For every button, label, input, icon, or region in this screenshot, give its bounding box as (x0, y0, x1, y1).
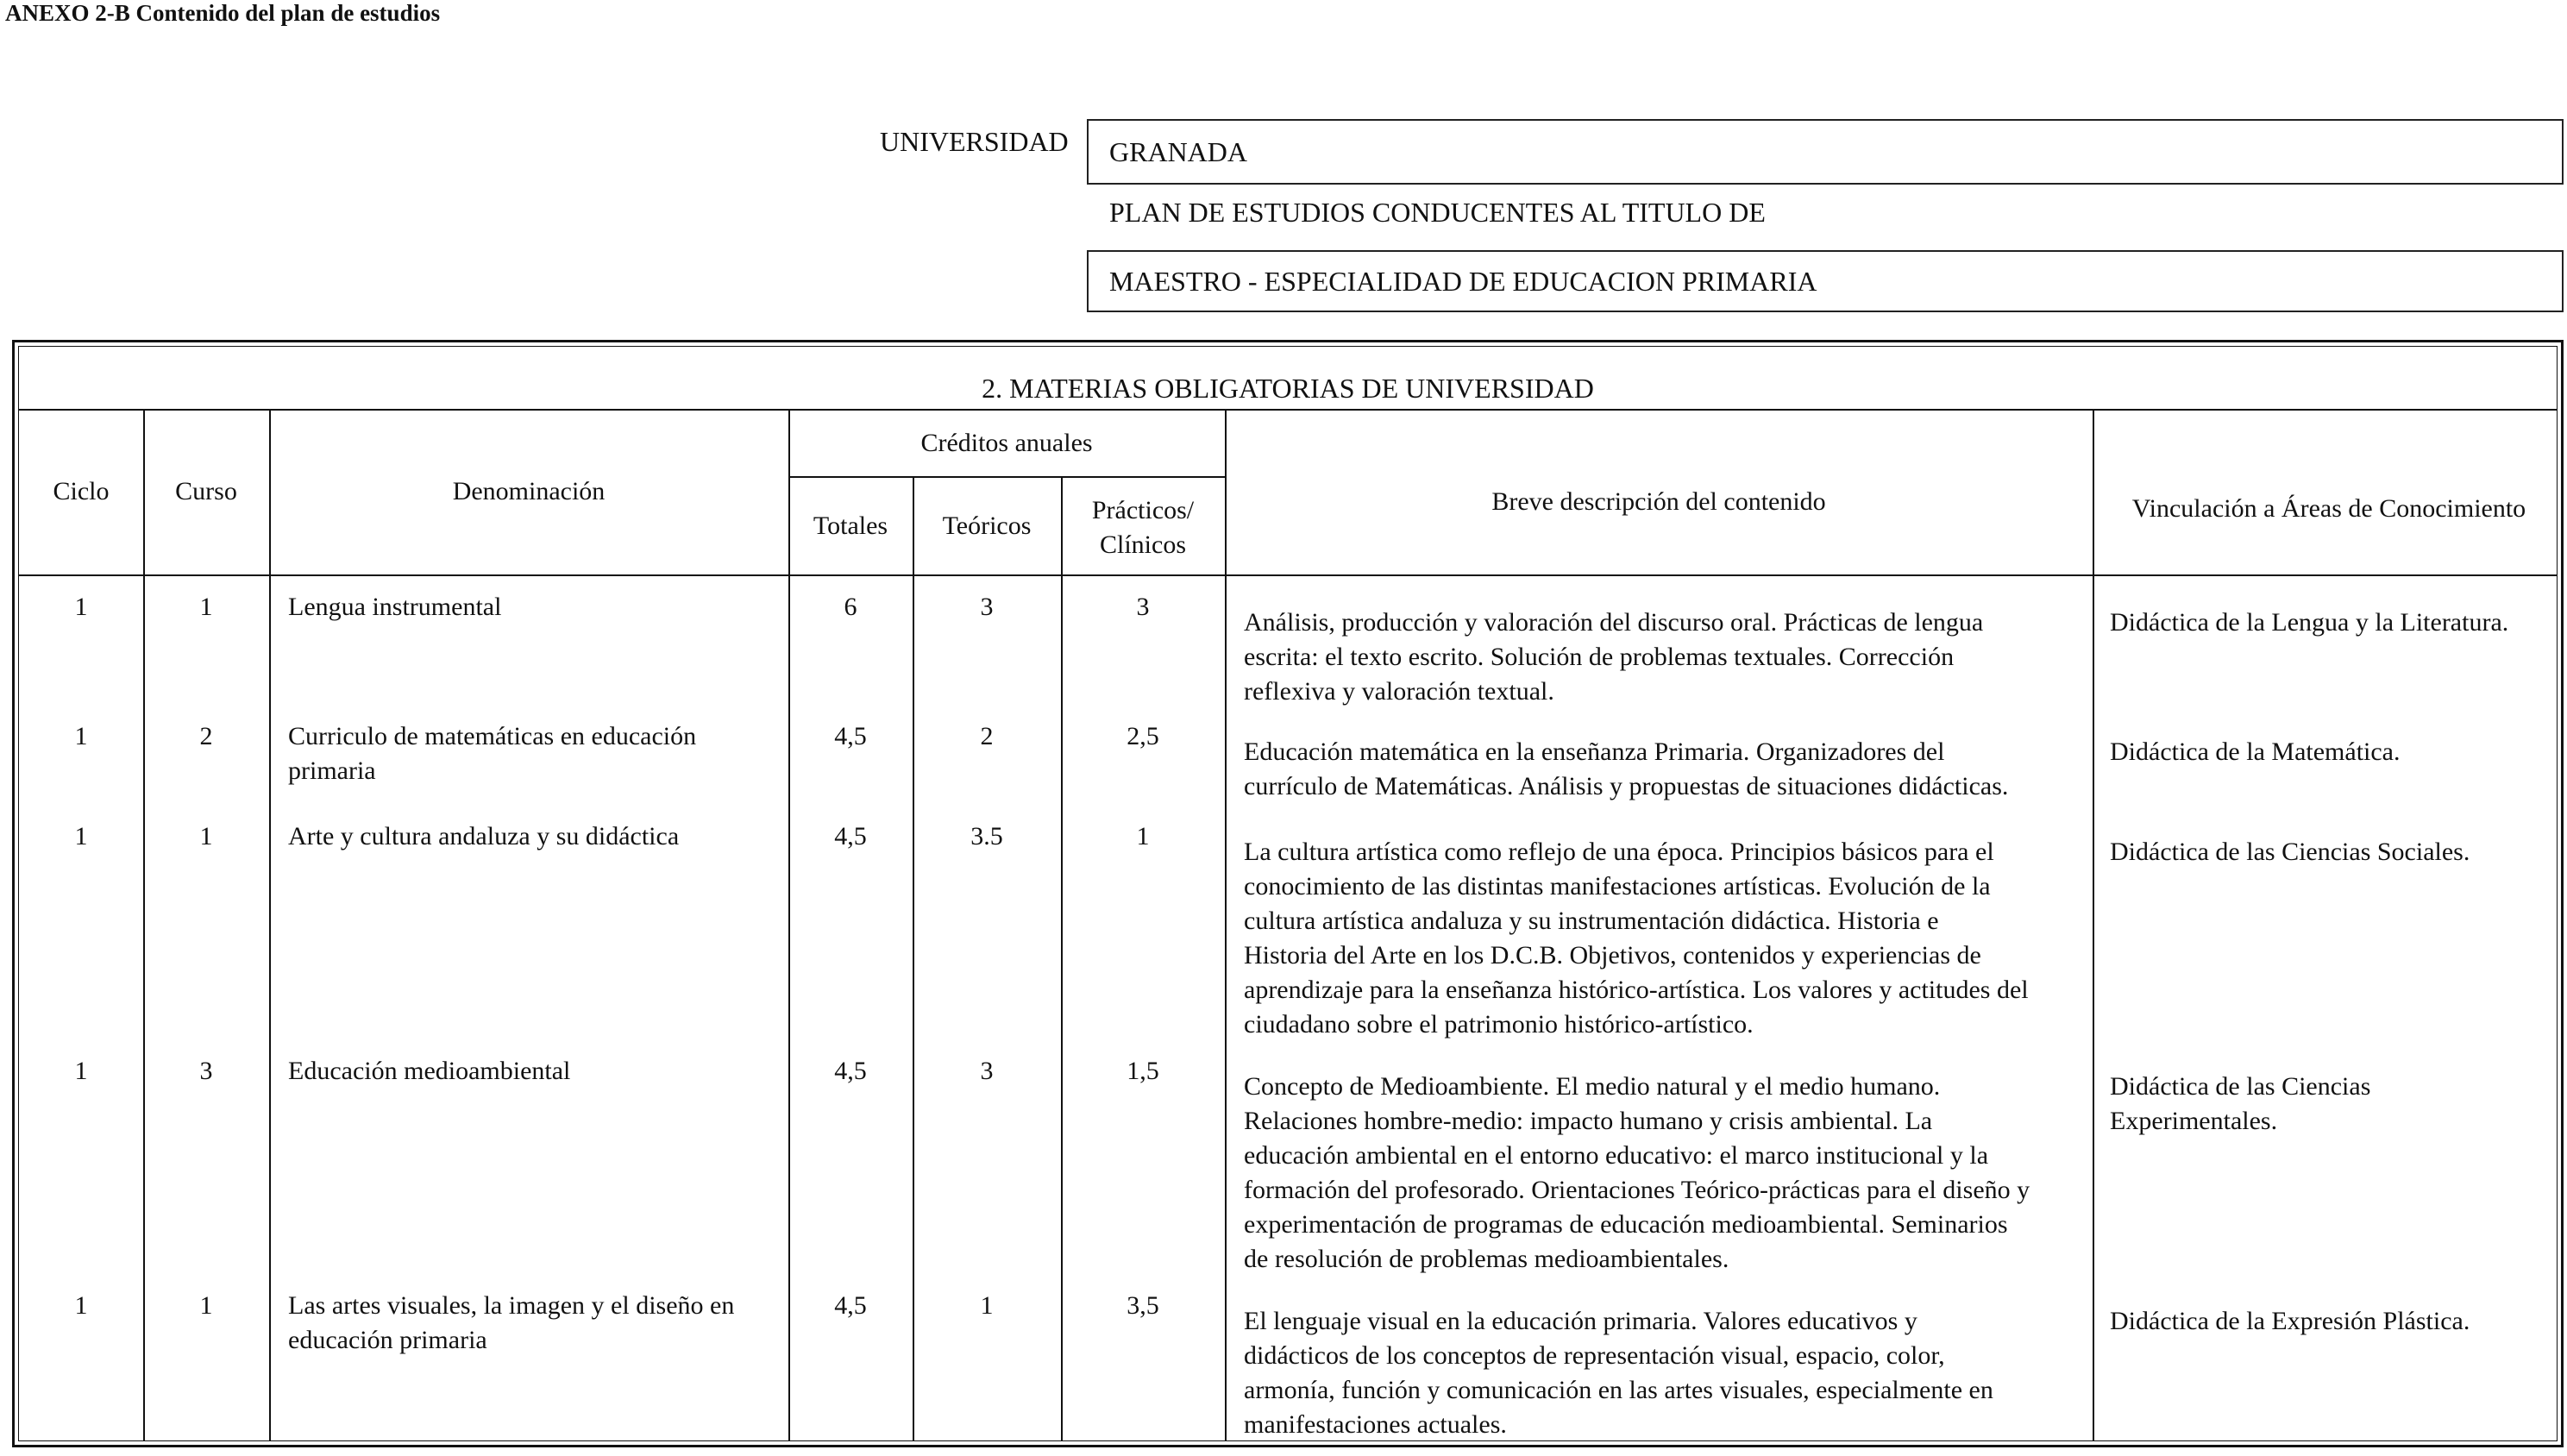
header-denominacion: Denominación (452, 477, 606, 505)
header-practicos-line2: Clínicos (1099, 530, 1186, 559)
table-inner-frame (18, 346, 2558, 1441)
row-4-ciclo: 1 (74, 1057, 88, 1085)
rule-below-title (19, 409, 2557, 411)
row-4-teoricos: 3 (980, 1057, 994, 1085)
row-1-practicos: 3 (1136, 593, 1150, 621)
header-ciclo: Ciclo (53, 477, 110, 505)
row-3-descripcion-line-3: cultura artística andaluza y su instrumentación didáctica. Historia e (1244, 907, 1939, 935)
rule-below-creditos (788, 476, 1225, 478)
row-5-denominacion-line-1: Las artes visuales, la imagen y el diseño en (288, 1291, 735, 1320)
row-2-denominacion-line-1: Curriculo de matemáticas en educación (288, 722, 697, 750)
row-1-vinculacion: Didáctica de la Lengua y la Literatura. (2110, 608, 2509, 637)
subjects-table (12, 340, 2564, 1447)
row-1-curso: 1 (199, 593, 213, 621)
col-rule-6 (1225, 409, 1227, 1440)
row-3-descripcion-line-5: aprendizaje para la enseñanza histórico-artística. Los valores y actitudes del (1244, 976, 2029, 1004)
row-3-teoricos: 3.5 (970, 822, 1003, 850)
row-5-totales: 4,5 (834, 1291, 867, 1320)
header-totales: Totales (813, 511, 888, 540)
row-2-ciclo: 1 (74, 722, 88, 750)
row-4-descripcion-line-5: experimentación de programas de educación medioambiental. Seminarios (1244, 1210, 2008, 1239)
row-5-descripcion-line-2: didácticos de los conceptos de representación visual, espacio, color, (1244, 1341, 1945, 1370)
col-rule-3 (788, 409, 790, 1440)
row-5-descripcion-line-4: manifestaciones actuales. (1244, 1410, 1507, 1439)
row-2-curso: 2 (199, 722, 213, 750)
rule-below-header (19, 574, 2557, 576)
row-4-vinculacion-line-1: Didáctica de las Ciencias (2110, 1072, 2371, 1101)
row-4-descripcion-line-2: Relaciones hombre-medio: impacto humano y crisis ambiental. La (1244, 1107, 1933, 1135)
row-3-vinculacion: Didáctica de las Ciencias Sociales. (2110, 838, 2470, 866)
degree-value: MAESTRO - ESPECIALIDAD DE EDUCACION PRIMARIA (1109, 265, 1817, 297)
row-2-practicos: 2,5 (1127, 722, 1159, 750)
row-4-descripcion-line-6: de resolución de problemas medioambientales. (1244, 1245, 1729, 1273)
university-box (1087, 119, 2564, 185)
annex-title: ANEXO 2-B Contenido del plan de estudios (5, 0, 441, 26)
row-1-teoricos: 3 (980, 593, 994, 621)
row-2-descripcion-line-1: Educación matemática en la enseñanza Primaria. Organizadores del (1244, 737, 1945, 766)
row-5-descripcion-line-3: armonía, función y comunicación en las artes visuales, especialmente en (1244, 1376, 1993, 1404)
row-1-descripcion-line-3: reflexiva y valoración textual. (1244, 677, 1554, 706)
row-2-denominacion-line-2: primaria (288, 756, 376, 785)
degree-box (1087, 250, 2564, 312)
header-practicos-line1: Prácticos/ (1091, 496, 1195, 524)
row-1-descripcion-line-1: Análisis, producción y valoración del discurso oral. Prácticas de lengua (1244, 608, 1984, 637)
row-5-ciclo: 1 (74, 1291, 88, 1320)
row-4-vinculacion-line-2: Experimentales. (2110, 1107, 2278, 1135)
header-teoricos: Teóricos (942, 511, 1032, 540)
col-rule-1 (143, 409, 145, 1440)
row-3-practicos: 1 (1136, 822, 1150, 850)
row-3-totales: 4,5 (834, 822, 867, 850)
row-1-totales: 6 (844, 593, 857, 621)
row-1-denominacion: Lengua instrumental (288, 593, 502, 621)
row-3-descripcion-line-1: La cultura artística como reflejo de una época. Principios básicos para el (1244, 838, 1994, 866)
row-1-ciclo: 1 (74, 593, 88, 621)
row-3-descripcion-line-4: Historia del Arte en los D.C.B. Objetivos, contenidos y experiencias de (1244, 941, 1981, 970)
row-3-curso: 1 (199, 822, 213, 850)
row-5-curso: 1 (199, 1291, 213, 1320)
row-4-practicos: 1,5 (1127, 1057, 1159, 1085)
row-4-totales: 4,5 (834, 1057, 867, 1085)
row-5-practicos: 3,5 (1127, 1291, 1159, 1320)
row-5-vinculacion: Didáctica de la Expresión Plástica. (2110, 1307, 2470, 1335)
col-rule-2 (269, 409, 271, 1440)
header-vinculacion: Vinculación a Áreas de Conocimiento (2131, 494, 2526, 523)
header-creditos: Créditos anuales (920, 429, 1093, 457)
row-5-denominacion-line-2: educación primaria (288, 1326, 487, 1354)
col-rule-7 (2093, 409, 2094, 1440)
row-4-descripcion-line-3: educación ambiental en el entorno educativo: el marco institucional y la (1244, 1141, 1989, 1170)
row-2-vinculacion: Didáctica de la Matemática. (2110, 737, 2401, 766)
row-2-teoricos: 2 (980, 722, 994, 750)
header-descripcion: Breve descripción del contenido (1491, 487, 1826, 516)
row-4-curso: 3 (199, 1057, 213, 1085)
row-3-ciclo: 1 (74, 822, 88, 850)
row-5-descripcion-line-1: El lenguaje visual en la educación primaria. Valores educativos y (1244, 1307, 1917, 1335)
row-2-descripcion-line-2: currículo de Matemáticas. Análisis y propuestas de situaciones didácticas. (1244, 772, 2009, 800)
row-3-descripcion-line-2: conocimiento de las distintas manifestaciones artísticas. Evolución de la (1244, 872, 1991, 901)
row-3-denominacion: Arte y cultura andaluza y su didáctica (288, 822, 680, 850)
plan-label: PLAN DE ESTUDIOS CONDUCENTES AL TITULO DE (1109, 197, 1766, 228)
university-label: UNIVERSIDAD (880, 126, 1069, 157)
section-title: 2. MATERIAS OBLIGATORIAS DE UNIVERSIDAD (982, 373, 1594, 404)
row-4-descripcion-line-1: Concepto de Medioambiente. El medio natural y el medio humano. (1244, 1072, 1941, 1101)
row-3-descripcion-line-6: ciudadano sobre el patrimonio histórico-artístico. (1244, 1010, 1754, 1039)
row-4-denominacion: Educación medioambiental (288, 1057, 571, 1085)
row-2-totales: 4,5 (834, 722, 867, 750)
row-4-descripcion-line-4: formación del profesorado. Orientaciones Teórico-prácticas para el diseño y (1244, 1176, 2030, 1204)
row-5-teoricos: 1 (980, 1291, 994, 1320)
header-curso: Curso (175, 477, 237, 505)
university-value: GRANADA (1109, 135, 1247, 167)
row-1-descripcion-line-2: escrita: el texto escrito. Solución de problemas textuales. Corrección (1244, 643, 1955, 671)
